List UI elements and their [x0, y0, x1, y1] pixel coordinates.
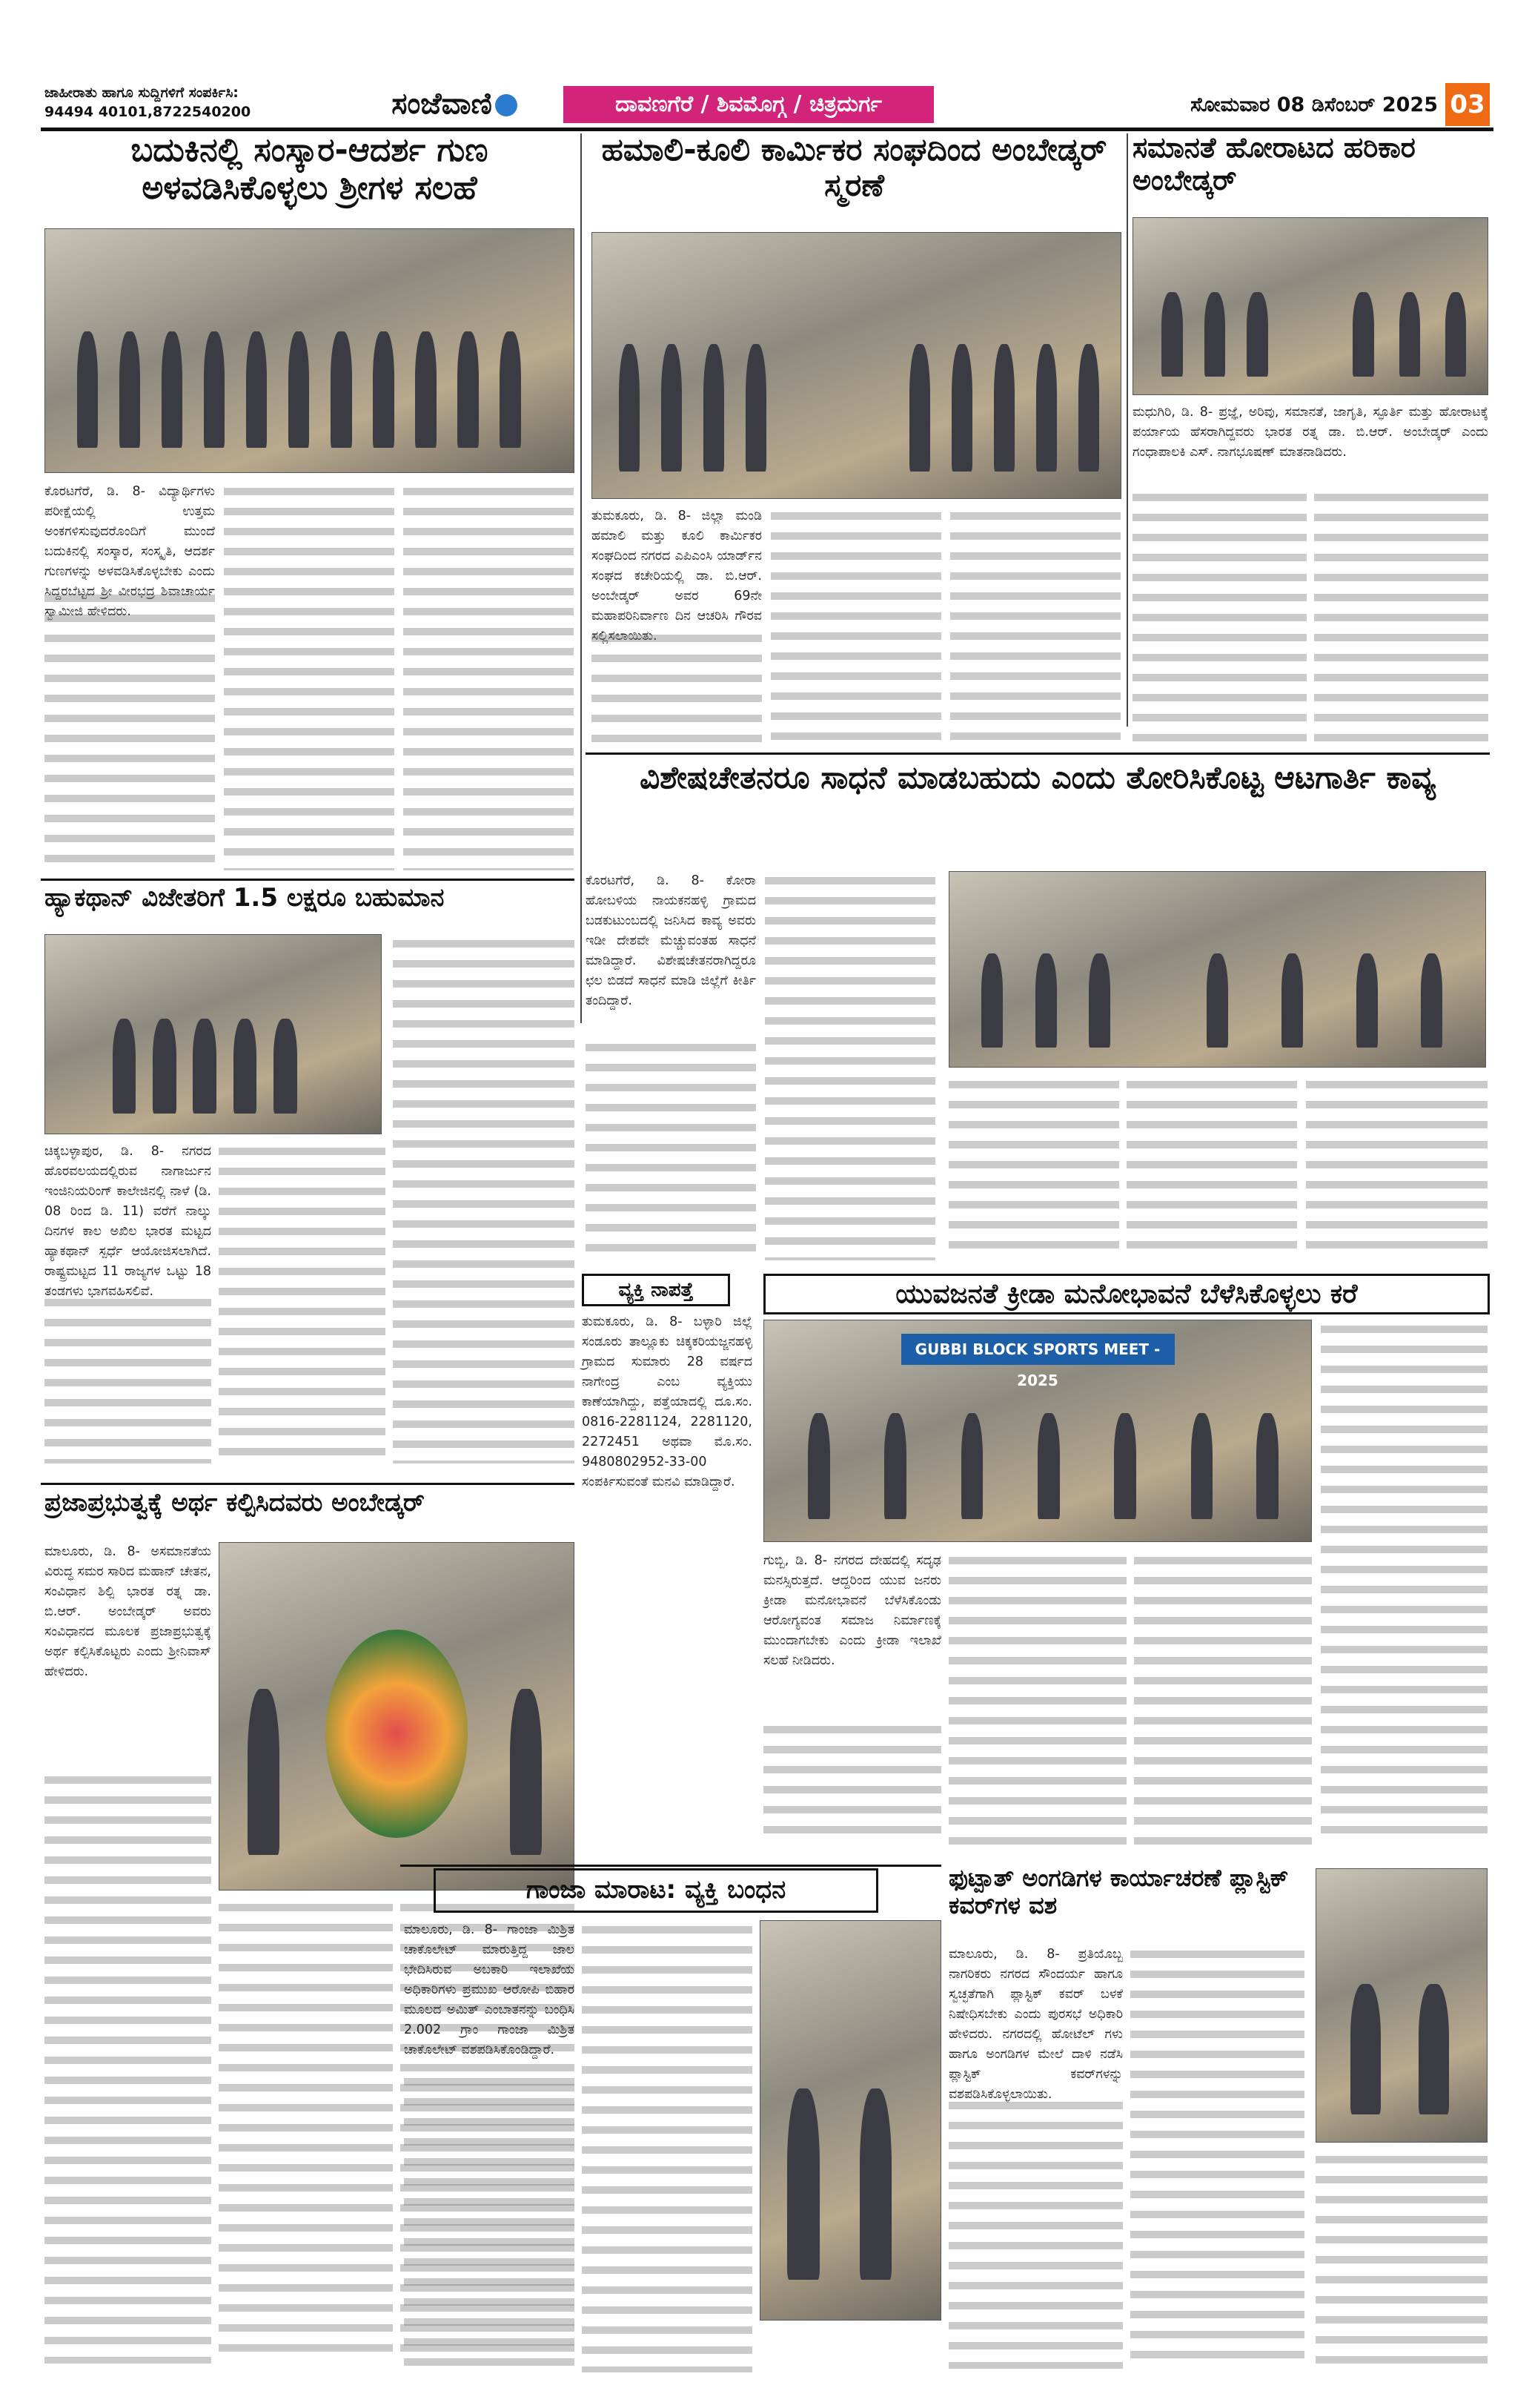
article-6 [582, 1274, 760, 1681]
body-text-block [44, 1770, 211, 2364]
article-headline: ಬದುಕಿನಲ್ಲಿ ಸಂಸ್ಕಾರ-ಆದರ್ಶ ಗುಣ ಅಳವಡಿಸಿಕೊಳ್ಳಲು ಶ್ರೀಗಳ ಸಲಹೆ [130, 131, 488, 207]
article-lead: ಮಾಲೂರು, ಡಿ. 8- ಅಸಮಾನತೆಯ ವಿರುದ್ಧ ಸಮರ ಸಾರಿದ ಮಹಾನ್ ಚೇತನ, ಸಂವಿಧಾನ ಶಿಲ್ಪಿ ಭಾರತ ರತ್ನ ಡಾ. ಬಿ.ಆರ್. ಅಂಬೇಡ್ಕರ್ ಅವರು ಸಂವಿಧಾನದ ಮೂಲಕ ಪ್ರಜಾಪ್ರಭುತ್ವಕ್ಕೆ ಅರ್ಥ ಕಲ್ಪಿಸಿಕೊಟ್ಟರು ಎಂದು ಶ್ರೀನಿವಾಸ್ ಹೇಳಿದರು. [44, 1544, 211, 1679]
article-lead: ಮಧುಗಿರಿ, ಡಿ. 8- ಪ್ರಜ್ಞೆ, ಅರಿವು, ಸಮಾನತೆ, ಜಾಗೃತಿ, ಸ್ಫೂರ್ತಿ ಮತ್ತು ಹೋರಾಟಕ್ಕೆ ಪರ್ಯಾಯ ಹೆಸರಾಗಿದ್ದವರು ಭಾರತ ರತ್ನ ಡಾ. ಬಿ.ಆರ್. ಅಂಬೇಡ್ಕರ್ ಎಂದು ಗಂಧಾಪಾಲಕಿ ಎಸ್. ನಾಗಭೂಷಣ್ ಮಾತನಾಡಿದರು. [1133, 405, 1488, 460]
article-10 [949, 1865, 1490, 2384]
article-headline: ಪ್ರಜಾಪ್ರಭುತ್ವಕ್ಕೆ ಅರ್ಥ ಕಲ್ಪಿಸಿದವರು ಅಂಬೇಡ್ಕರ್ [44, 1488, 425, 1518]
body-text-block [582, 1920, 752, 2372]
logo-text: ಸಂಜೆವಾಣಿ [391, 87, 492, 121]
section-rule [586, 752, 1490, 755]
article-headline: ಹಮಾಲಿ-ಕೂಲಿ ಕಾರ್ಮಿಕರ ಸಂಘದಿಂದ ಅಂಬೇಡ್ಕರ್ ಸ್ಮರಣೆ [601, 131, 1107, 204]
body-text-block [404, 2072, 574, 2372]
ad-contact-phones: 94494 40101,8722540200 [44, 104, 251, 120]
body-text-block [1314, 488, 1488, 747]
body-text-block [765, 871, 935, 1260]
memorial-photo [591, 232, 1121, 499]
body-text-block [224, 482, 394, 870]
article-7 [763, 1320, 1490, 1861]
felicitation-photo [949, 871, 1486, 1068]
group-photo [44, 228, 574, 473]
article-4 [44, 884, 574, 1477]
classroom-photo [1133, 217, 1488, 395]
ad-contact [44, 83, 356, 126]
body-text-block [403, 482, 574, 870]
article-headline: ಯುವಜನತೆ ಕ್ರೀಡಾ ಮನೋಭಾವನೆ ಬೆಳೆಸಿಕೊಳ್ಳಲು ಕರೆ [895, 1279, 1358, 1309]
hackathon-photo [44, 934, 382, 1134]
article-headline: ಸಮಾನತೆ ಹೋರಾಟದ ಹರಿಕಾರ ಅಂಬೇಡ್ಕರ್ [1133, 131, 1416, 196]
body-text-block [949, 2096, 1123, 2369]
section-rule [41, 879, 574, 881]
article-lead: ತುಮಕೂರು, ಡಿ. 8- ಬಳ್ಳಾರಿ ಜಿಲ್ಲೆ ಸಂಡೂರು ತಾಲ್ಲೂಕು ಚಿಕ್ಕಕರಿಯಜ್ಜನಹಳ್ಳಿ ಗ್ರಾಮದ ಸುಮಾರು 28 ವರ್ಷದ ನಾಗೇಂದ್ರ ಎಂಬ ವ್ಯಕ್ತಿಯು ಕಾಣೆಯಾಗಿದ್ದು, ಪತ್ತೆಯಾದಲ್ಲಿ ದೂ.ಸಂ. 0816-2281124, 2281120, 2272451 ಅಥವಾ ಮೊ.ಸಂ. 9480802952-33-00 ಸಂಪರ್ಕಿಸುವಂತೆ ಮನವಿ ಮಾಡಿದ್ದಾರೆ. [582, 1314, 752, 1489]
article-1 [44, 132, 574, 873]
seizure-photo [760, 1920, 941, 2321]
body-text-block [1127, 1075, 1297, 1260]
body-text-block [1130, 1945, 1304, 2369]
body-text-block [44, 1293, 211, 1463]
issue-date: ಸೋಮವಾರ 08 ಡಿಸೆಂಬರ್ 2025 [1190, 93, 1438, 116]
article-2 [586, 132, 1123, 755]
body-text-block [1133, 488, 1307, 747]
section-rule [400, 1865, 941, 1867]
article-headline: ಫುಟ್ಪಾತ್ ಅಂಗಡಿಗಳ ಕಾರ್ಯಾಚರಣೆ ಪ್ಲಾಸ್ಟಿಕ್ ಕವರ್‌ಗಳ ವಶ [949, 1864, 1289, 1919]
column-divider [1127, 133, 1128, 727]
body-text-block [950, 506, 1121, 747]
article-7-header [763, 1274, 1490, 1314]
article-lead: ಮಾಲೂರು, ಡಿ. 8- ಪ್ರತಿಯೊಬ್ಬ ನಾಗರಿಕರು ನಗರದ ಸೌಂದರ್ಯ ಹಾಗೂ ಸ್ವಚ್ಛತೆಗಾಗಿ ಪ್ಲಾಸ್ಟಿಕ್ ಕವರ್ ಬಳಕೆ ನಿಷೇಧಿಸಬೇಕು ಎಂದು ಪುರಸಭೆ ಅಧಿಕಾರಿ ಹೇಳಿದರು. ನಗರದಲ್ಲಿ ಹೋಟೆಲ್ ಗಳು ಹಾಗೂ ಅಂಗಡಿಗಳ ಮೇಲೆ ದಾಳಿ ನಡೆಸಿ ಪ್ಲಾಸ್ಟಿಕ್ ಕವರ್‌ಗಳನ್ನು ವಶಪಡಿಸಿಕೊಳ್ಳಲಾಯಿತು. [949, 1947, 1123, 2102]
statue-garland-photo [219, 1542, 574, 1891]
body-text-block [1316, 2150, 1488, 2369]
body-text-block [949, 1551, 1127, 1846]
body-text-block [771, 506, 941, 747]
body-text-block [1321, 1320, 1488, 1846]
article-lead: ಗುಬ್ಬಿ, ಡಿ. 8- ನಗರದ ದೇಹದಲ್ಲಿ ಸದೃಢ ಮನಸ್ಸಿರುತ್ತದೆ. ಆದ್ದರಿಂದ ಯುವ ಜನರು ಕ್ರೀಡಾ ಮನೋಭಾವನೆ ಬೆಳೆಸಿಕೊಂಡು ಆರೋಗ್ಯವಂತ ಸಮಾಜ ನಿರ್ಮಾಣಕ್ಕೆ ಮುಂದಾಗಬೇಕು ಎಂದು ಕ್ರೀಡಾ ಇಲಾಖೆ ಸಲಹೆ ನೀಡಿದರು. [763, 1553, 941, 1668]
article-lead: ಕೊರಟಗೆರೆ, ಡಿ. 8- ವಿದ್ಯಾರ್ಥಿಗಳು ಪರೀಕ್ಷೆಯಲ್ಲಿ ಉತ್ತಮ ಅಂಕಗಳಿಸುವುದರೊಂದಿಗೆ ಮುಂದೆ ಬದುಕಿನಲ್ಲಿ ಸಂಸ್ಕಾರ, ಸಂಸ್ಕೃತಿ, ಆದರ್ಶ ಗುಣಗಳನ್ನು ಅಳವಡಿಸಿಕೊಳ್ಳಬೇಕು ಎಂದು ಸಿದ್ದರಬೆಟ್ಟದ ಶ್ರೀ ವೀರಭದ್ರ ಶಿವಾಚಾರ್ಯ ಸ್ವಾಮೀಜಿ ಹೇಳಿದರು. [44, 484, 215, 619]
shop-raid-photo [1316, 1868, 1488, 2143]
article-headline: ಗಾಂಜಾ ಮಾರಾಟ: ವ್ಯಕ್ತಿ ಬಂಧನ [434, 1868, 878, 1913]
newspaper-logo [371, 82, 541, 126]
article-headline: ವ್ಯಕ್ತಿ ನಾಪತ್ತೆ [582, 1274, 730, 1306]
body-text-block [219, 1898, 393, 2364]
body-text-block [591, 629, 762, 747]
body-text-block [393, 934, 574, 1463]
body-text-block [219, 1142, 385, 1463]
body-text-block [1306, 1075, 1488, 1260]
body-text-block [949, 1075, 1119, 1260]
globe-icon [495, 94, 517, 116]
region-bar: ದಾವಣಗೆರೆ / ಶಿವಮೊಗ್ಗ / ಚಿತ್ರದುರ್ಗ [563, 86, 934, 123]
body-text-block [763, 1720, 941, 1846]
column-divider [580, 133, 582, 1023]
article-lead: ಚಿಕ್ಕಬಳ್ಳಾಪುರ, ಡಿ. 8- ನಗರದ ಹೊರವಲಯದಲ್ಲಿರುವ ನಾಗಾರ್ಜುನ ಇಂಜಿನಿಯರಿಂಗ್ ಕಾಲೇಜಿನಲ್ಲಿ ನಾಳೆ (ಡಿ. 08 ರಿಂದ ಡಿ. 11) ವರೆಗೆ ನಾಲ್ಕು ದಿನಗಳ ಕಾಲ ಅಖಿಲ ಭಾರತ ಮಟ್ಟದ ಹ್ಯಾಕಥಾನ್ ಸ್ಪರ್ಧೆ ಆಯೋಜಿಸಲಾಗಿದೆ. ರಾಷ್ಟ್ರಮಟ್ಟದ 11 ರಾಜ್ಯಗಳ ಒಟ್ಟು 18 ತಂಡಗಳು ಭಾಗವಹಿಸಲಿವೆ. [44, 1144, 211, 1299]
article-lead: ತುಮಕೂರು, ಡಿ. 8- ಜಿಲ್ಲಾ ಮಂಡಿ ಹಮಾಲಿ ಮತ್ತು ಕೂಲಿ ಕಾರ್ಮಿಕರ ಸಂಘದಿಂದ ನಗರದ ಎಪಿಎಂಸಿ ಯಾರ್ಡ್‌ನ ಸಂಘದ ಕಚೇರಿಯಲ್ಲಿ ಡಾ. ಬಿ.ಆರ್. ಅಂಬೇಡ್ಕರ್ ಅವರ 69ನೇ ಮಹಾಪರಿನಿರ್ವಾಣ ದಿನ ಆಚರಿಸಿ ಗೌರವ ಸಲ್ಲಿಸಲಾಯಿತು. [591, 509, 762, 644]
article-9 [404, 1868, 941, 2387]
article-lead: ಮಾಲೂರು, ಡಿ. 8- ಗಾಂಜಾ ಮಿಶ್ರಿತ ಚಾಕೊಲೇಟ್ ಮಾರುತ್ತಿದ್ದ ಜಾಲ ಭೇದಿಸಿರುವ ಅಬಕಾರಿ ಇಲಾಖೆಯ ಅಧಿಕಾರಿಗಳು ಪ್ರಮುಖ ಆರೋಪಿ ಬಿಹಾರ ಮೂಲದ ಅಮಿತ್ ಎಂಬಾತನನ್ನು ಬಂಧಿಸಿ 2.002 ಗ್ರಾಂ ಗಾಂಜಾ ಮಿಶ್ರಿತ ಚಾಕೊಲೇಟ್ ವಶಪಡಿಸಿಕೊಂಡಿದ್ದಾರೆ. [404, 1922, 574, 2057]
page-number: 03 [1445, 83, 1490, 126]
article-lead: ಕೊರಟಗೆರೆ, ಡಿ. 8- ಕೋರಾ ಹೋಬಳಿಯ ನಾಯಕನಹಳ್ಳಿ ಗ್ರಾಮದ ಬಡಕುಟುಂಬದಲ್ಲಿ ಜನಿಸಿದ ಕಾವ್ಯ ಅವರು ಇಡೀ ದೇಶವೇ ಮೆಚ್ಚುವಂತಹ ಸಾಧನೆ ಮಾಡಿದ್ದಾರೆ. ವಿಶೇಷಚೇತನರಾಗಿದ್ದರೂ ಛಲ ಬಿಡದೆ ಸಾಧನೆ ಮಾಡಿ ಜಿಲ್ಲೆಗೆ ಕೀರ್ತಿ ತಂದಿದ್ದಾರೆ. [586, 873, 756, 1008]
body-text-block [586, 1038, 756, 1260]
body-text-block [1134, 1551, 1312, 1846]
event-banner: GUBBI BLOCK SPORTS MEET - 2025 [901, 1334, 1175, 1365]
article-3 [1133, 132, 1488, 755]
article-headline: ಹ್ಯಾಕಥಾನ್ ವಿಜೇತರಿಗೆ 1.5 ಲಕ್ಷರೂ ಬಹುಮಾನ [44, 883, 445, 913]
ad-contact-label: ಜಾಹೀರಾತು ಹಾಗೂ ಸುದ್ದಿಗಳಿಗೆ ಸಂಪರ್ಕಿಸಿ: [44, 85, 239, 101]
body-text-block [44, 589, 215, 870]
section-rule [41, 1483, 574, 1485]
article-headline: ವಿಶೇಷಚೇತನರೂ ಸಾಧನೆ ಮಾಡಬಹುದು ಎಂದು ತೋರಿಸಿಕೊಟ್ಟ ಆಟಗಾರ್ತಿ ಕಾವ್ಯ [640, 759, 1436, 796]
article-5 [586, 760, 1490, 1271]
sports-meet-photo [763, 1320, 1312, 1542]
